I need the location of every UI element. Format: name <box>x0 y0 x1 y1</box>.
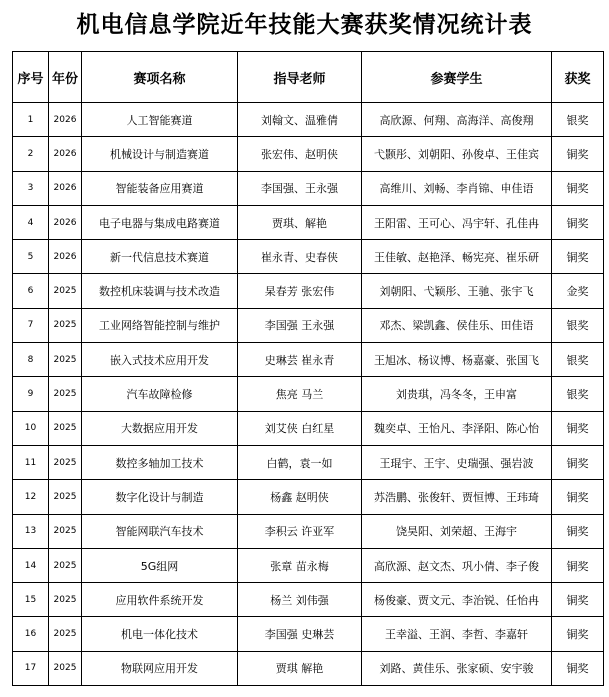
table-row <box>13 171 604 205</box>
cell-students: 邓杰、梁凯鑫、侯佳乐、田佳语 <box>362 308 552 342</box>
header-event: 赛项名称 <box>82 52 238 103</box>
table-row <box>13 617 604 651</box>
cell-year: 2025 <box>49 411 82 445</box>
table-row <box>13 411 604 445</box>
header-row <box>13 52 604 103</box>
cell-index: 11 <box>13 445 49 479</box>
cell-event: 智能装备应用赛道 <box>82 171 238 205</box>
cell-teachers: 刘翰文、温雅倩 <box>238 103 362 137</box>
table-row <box>13 445 604 479</box>
cell-teachers: 白鹤，袁一如 <box>238 445 362 479</box>
cell-teachers: 杲春芳 张宏伟 <box>238 274 362 308</box>
header-year: 年份 <box>49 52 82 103</box>
cell-event: 智能网联汽车技术 <box>82 514 238 548</box>
cell-index: 5 <box>13 240 49 274</box>
cell-teachers: 张宏伟、赵明侠 <box>238 137 362 171</box>
cell-index: 7 <box>13 308 49 342</box>
cell-teachers: 李积云 许亚军 <box>238 514 362 548</box>
page-title: 机电信息学院近年技能大赛获奖情况统计表 <box>76 12 533 38</box>
table-row <box>13 514 604 548</box>
cell-year: 2025 <box>49 583 82 617</box>
cell-teachers: 杨鑫 赵明侠 <box>238 480 362 514</box>
table-row <box>13 548 604 582</box>
cell-students: 王佳敏、赵艳泽、畅宪亮、崔乐研 <box>362 240 552 274</box>
cell-index: 10 <box>13 411 49 445</box>
cell-index: 9 <box>13 377 49 411</box>
cell-year: 2025 <box>49 377 82 411</box>
cell-index: 15 <box>13 583 49 617</box>
cell-award: 铜奖 <box>552 514 604 548</box>
table-row <box>13 205 604 239</box>
cell-index: 6 <box>13 274 49 308</box>
cell-index: 12 <box>13 480 49 514</box>
cell-year: 2026 <box>49 240 82 274</box>
header-index: 序号 <box>13 52 49 103</box>
table-row <box>13 651 604 685</box>
cell-year: 2025 <box>49 514 82 548</box>
cell-event: 数控机床装调与技术改造 <box>82 274 238 308</box>
cell-event: 电子电器与集成电路赛道 <box>82 205 238 239</box>
cell-year: 2025 <box>49 548 82 582</box>
cell-year: 2026 <box>49 205 82 239</box>
cell-year: 2025 <box>49 274 82 308</box>
cell-teachers: 李国强、王永强 <box>238 171 362 205</box>
cell-index: 3 <box>13 171 49 205</box>
cell-event: 大数据应用开发 <box>82 411 238 445</box>
cell-index: 16 <box>13 617 49 651</box>
cell-teachers: 崔永青、史春侠 <box>238 240 362 274</box>
cell-award: 金奖 <box>552 274 604 308</box>
cell-students: 魏奕卓、王怡凡、李泽阳、陈心怡 <box>362 411 552 445</box>
cell-award: 铜奖 <box>552 411 604 445</box>
cell-index: 17 <box>13 651 49 685</box>
cell-students: 高欣源、何翔、高海洋、高俊翔 <box>362 103 552 137</box>
cell-year: 2025 <box>49 651 82 685</box>
cell-index: 13 <box>13 514 49 548</box>
cell-award: 铜奖 <box>552 651 604 685</box>
cell-award: 银奖 <box>552 308 604 342</box>
cell-index: 8 <box>13 343 49 377</box>
cell-teachers: 贾琪、解艳 <box>238 205 362 239</box>
cell-students: 刘贵琪，冯冬冬，王申富 <box>362 377 552 411</box>
cell-students: 刘朝阳、弋颖彤、王驰、张宇飞 <box>362 274 552 308</box>
cell-award: 铜奖 <box>552 583 604 617</box>
cell-award: 铜奖 <box>552 240 604 274</box>
table-row <box>13 308 604 342</box>
cell-year: 2025 <box>49 617 82 651</box>
cell-year: 2026 <box>49 137 82 171</box>
cell-award: 铜奖 <box>552 445 604 479</box>
cell-teachers: 焦亮 马兰 <box>238 377 362 411</box>
cell-students: 苏浩鹏、张俊轩、贾恒博、王玮琦 <box>362 480 552 514</box>
cell-students: 刘路、黄佳乐、张家硕、安宇骏 <box>362 651 552 685</box>
cell-students: 王旭冰、杨议博、杨嘉豪、张国飞 <box>362 343 552 377</box>
cell-event: 机电一体化技术 <box>82 617 238 651</box>
cell-year: 2025 <box>49 308 82 342</box>
cell-event: 应用软件系统开发 <box>82 583 238 617</box>
cell-year: 2025 <box>49 343 82 377</box>
header-students: 参赛学生 <box>362 52 552 103</box>
cell-award: 铜奖 <box>552 480 604 514</box>
cell-award: 铜奖 <box>552 617 604 651</box>
cell-year: 2025 <box>49 445 82 479</box>
cell-award: 银奖 <box>552 343 604 377</box>
cell-teachers: 李国强 史琳芸 <box>238 617 362 651</box>
table-row <box>13 583 604 617</box>
cell-event: 物联网应用开发 <box>82 651 238 685</box>
cell-event: 机械设计与制造赛道 <box>82 137 238 171</box>
table-row <box>13 377 604 411</box>
table-row <box>13 343 604 377</box>
header-award: 获奖 <box>552 52 604 103</box>
cell-year: 2026 <box>49 171 82 205</box>
cell-index: 1 <box>13 103 49 137</box>
cell-teachers: 李国强 王永强 <box>238 308 362 342</box>
cell-award: 银奖 <box>552 103 604 137</box>
cell-event: 数控多轴加工技术 <box>82 445 238 479</box>
cell-event: 新一代信息技术赛道 <box>82 240 238 274</box>
awards-table <box>12 51 604 686</box>
cell-students: 高欣源、赵文杰、巩小倩、李子俊 <box>362 548 552 582</box>
cell-teachers: 史琳芸 崔永青 <box>238 343 362 377</box>
cell-event: 5G组网 <box>82 548 238 582</box>
cell-event: 数字化设计与制造 <box>82 480 238 514</box>
cell-students: 王琨宇、王宇、史瑞强、强岩波 <box>362 445 552 479</box>
table-row <box>13 103 604 137</box>
table-body <box>13 103 604 686</box>
cell-year: 2026 <box>49 103 82 137</box>
cell-teachers: 刘艾侠 白红星 <box>238 411 362 445</box>
cell-index: 4 <box>13 205 49 239</box>
cell-students: 高维川、刘畅、李肖锦、申佳语 <box>362 171 552 205</box>
cell-award: 铜奖 <box>552 171 604 205</box>
cell-students: 王幸溢、王润、李哲、李嘉轩 <box>362 617 552 651</box>
cell-teachers: 杨兰 刘伟强 <box>238 583 362 617</box>
table-row <box>13 137 604 171</box>
table-row <box>13 240 604 274</box>
cell-teachers: 张章 苗永梅 <box>238 548 362 582</box>
table-row <box>13 274 604 308</box>
cell-index: 14 <box>13 548 49 582</box>
cell-index: 2 <box>13 137 49 171</box>
cell-students: 弋颢彤、刘朝阳、孙俊卓、王佳宾 <box>362 137 552 171</box>
cell-students: 王阳雷、王可心、冯宇轩、孔佳冉 <box>362 205 552 239</box>
cell-students: 杨俊豪、贾文元、李治锐、任怡冉 <box>362 583 552 617</box>
cell-event: 嵌入式技术应用开发 <box>82 343 238 377</box>
cell-teachers: 贾琪 解艳 <box>238 651 362 685</box>
cell-award: 银奖 <box>552 377 604 411</box>
cell-award: 铜奖 <box>552 548 604 582</box>
table-row <box>13 480 604 514</box>
cell-event: 工业网络智能控制与维护 <box>82 308 238 342</box>
cell-year: 2025 <box>49 480 82 514</box>
cell-award: 铜奖 <box>552 205 604 239</box>
header-teachers: 指导老师 <box>238 52 362 103</box>
cell-event: 汽车故障检修 <box>82 377 238 411</box>
cell-event: 人工智能赛道 <box>82 103 238 137</box>
cell-students: 饶昊阳、刘荣超、王海宇 <box>362 514 552 548</box>
cell-award: 铜奖 <box>552 137 604 171</box>
